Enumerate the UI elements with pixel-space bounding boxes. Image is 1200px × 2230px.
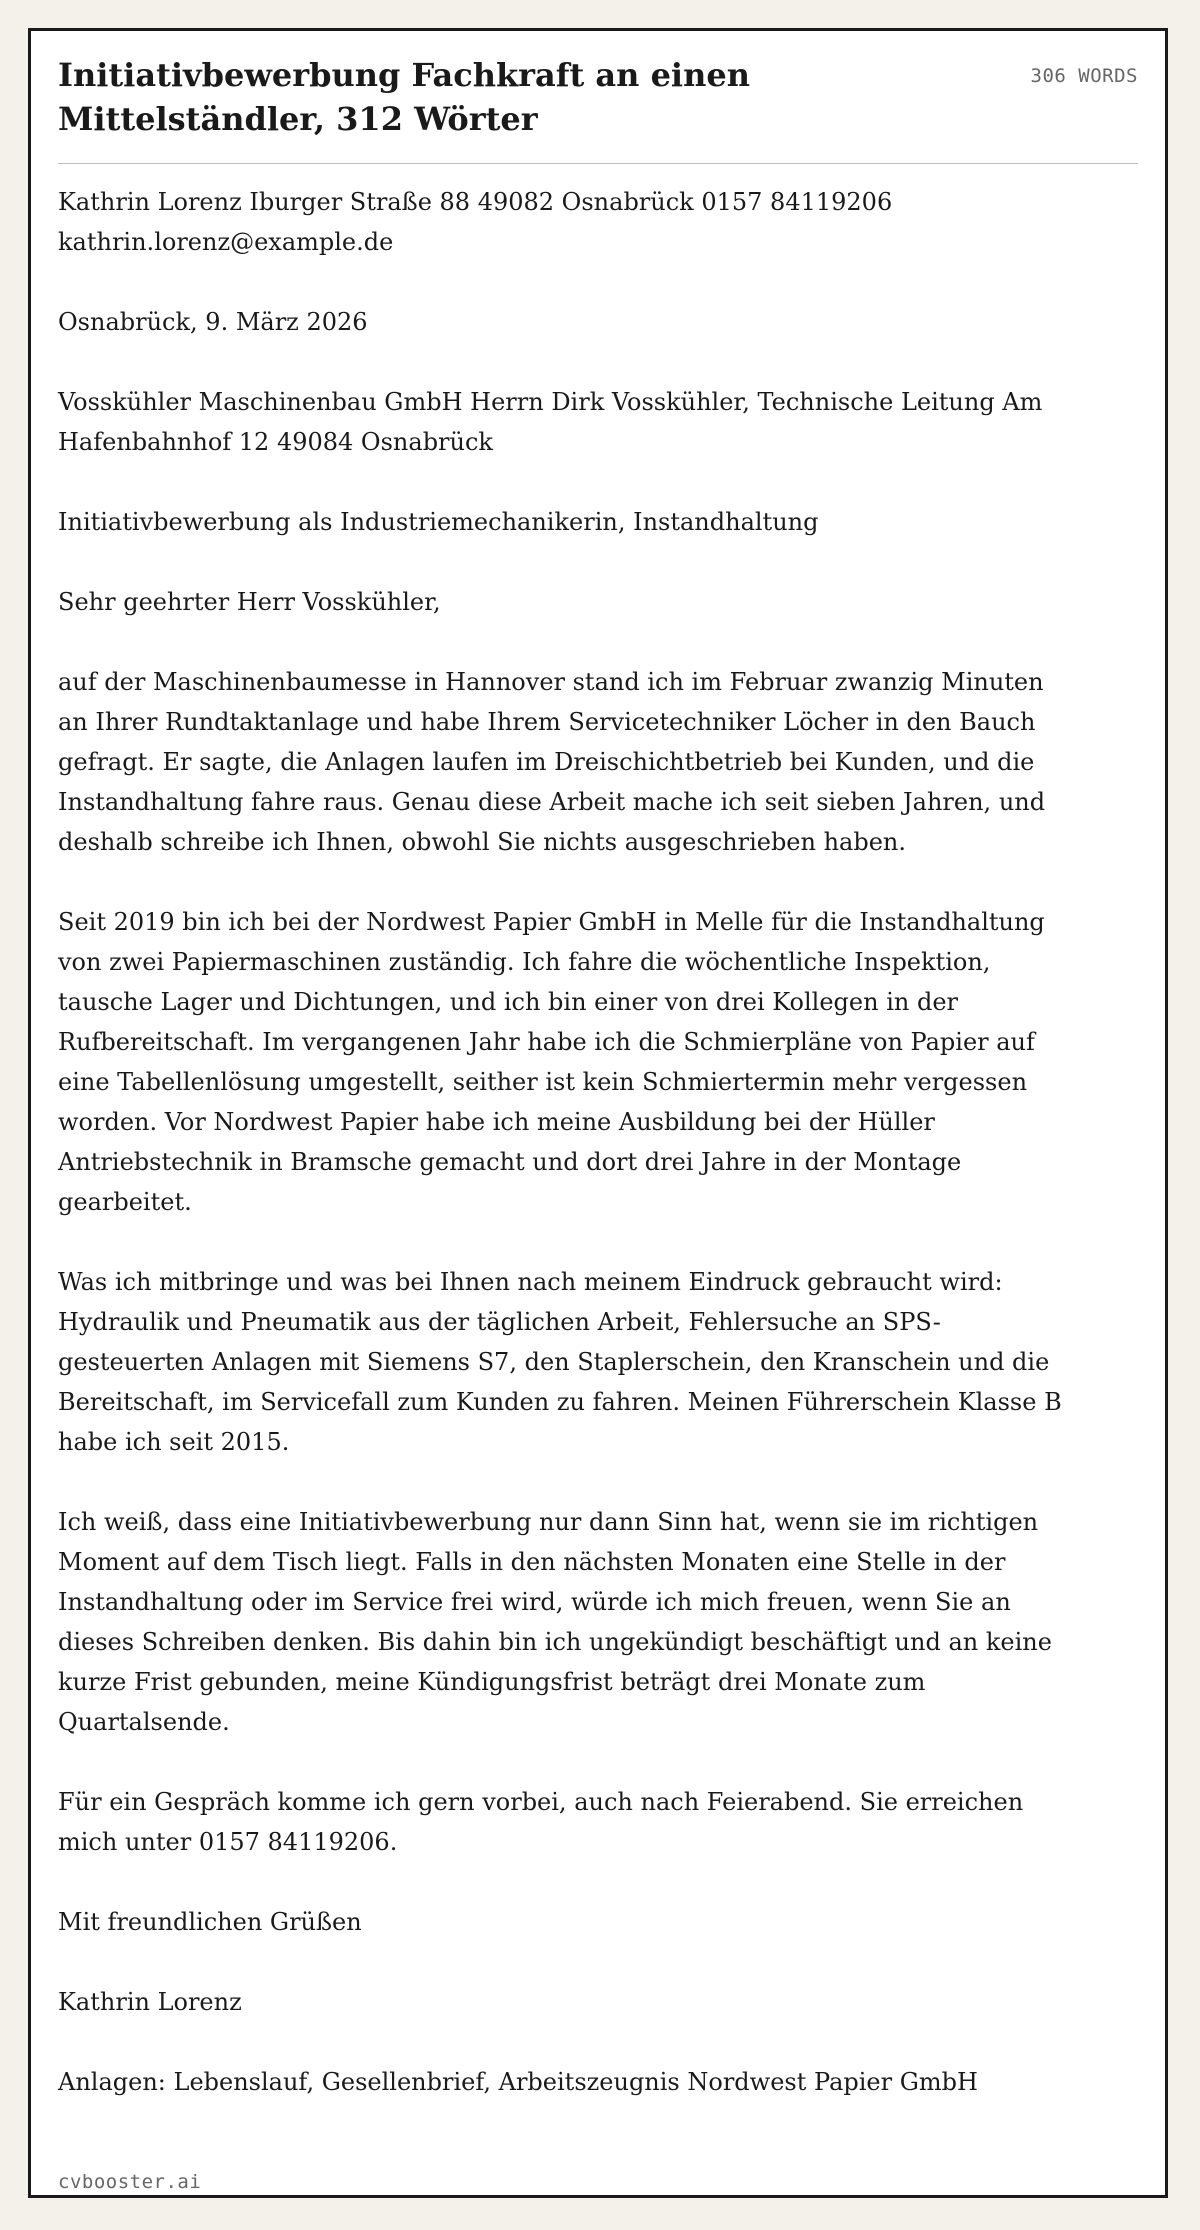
recipient-address: Vosskühler Maschinenbau GmbH Herrn Dirk Vosskühler, Technische Leitung Am Hafenbahnhof 12 49084 Osnabrück — [58, 388, 1043, 456]
body-paragraph: Für ein Gespräch komme ich gern vorbei, auch nach Feierabend. Sie erreichen mich unter 0157 84119206. — [58, 1788, 1024, 1856]
body-paragraph: Ich weiß, dass eine Initiativbewerbung nur dann Sinn hat, wenn sie im richtigen Moment auf dem Tisch liegt. Falls in den nächsten Monaten eine Stelle in der Instandhaltung oder im Service frei wird, würde ich mich freuen, wenn Sie an dieses Schreiben denken. Bis dahin bin ich ungekündigt beschäftigt und an keine kurze Frist gebunden, meine Kündigungsfrist beträgt drei Monate zum Quartalsende. — [58, 1508, 1052, 1736]
body-paragraph: Seit 2019 bin ich bei der Nordwest Papier GmbH in Melle für die Instandhaltung von zwei Papiermaschinen zuständig. Ich fahre die wöchentliche Inspektion, tausche Lager und Dichtungen, und ich bin einer von drei Kollegen in der Rufbereitschaft. Im vergangenen Jahr habe ich die Schmierpläne von Papier auf eine Tabellenlösung umgestellt, seither ist kein Schmiertermin mehr vergessen worden. Vor Nordwest Papier habe ich meine Ausbildung bei der Hüller Antriebstechnik in Bramsche gemacht und dort drei Jahre in der Montage gearbeitet. — [58, 908, 1045, 1216]
attachments-line: Anlagen: Lebenslauf, Gesellenbrief, Arbeitszeugnis Nordwest Papier GmbH — [58, 2068, 978, 2096]
word-count-badge: 306 WORDS — [1030, 65, 1138, 87]
signature: Kathrin Lorenz — [58, 1988, 242, 2016]
footer-brand: cvbooster.ai — [58, 2171, 202, 2193]
body-paragraph: auf der Maschinenbaumesse in Hannover stand ich im Februar zwanzig Minuten an Ihrer Rundtaktanlage und habe Ihrem Servicetechniker Löcher in den Bauch gefragt. Er sagte, die Anlagen laufen im Dreischichtbetrieb bei Kunden, und die Instandhaltung fahre raus. Genau diese Arbeit mache ich seit sieben Jahren, und deshalb schreibe ich Ihnen, obwohl Sie nichts ausgeschrieben haben. — [58, 668, 1046, 856]
document-title: Initiativbewerbung Fachkraft an einen Mittelständler, 312 Wörter — [58, 56, 750, 138]
salutation: Sehr geehrter Herr Vosskühler, — [58, 588, 441, 616]
letter-date: Osnabrück, 9. März 2026 — [58, 308, 368, 336]
document-header — [58, 53, 1138, 164]
body-paragraph: Was ich mitbringe und was bei Ihnen nach meinem Eindruck gebraucht wird: Hydraulik und Pneumatik aus der täglichen Arbeit, Fehlersuche an SPS-gesteuerten Anlagen mit Siemens S7, den Staplerschein, den Kranschein und die Bereitschaft, im Servicefall zum Kunden zu fahren. Meinen Führerschein Klasse B habe ich seit 2015. — [58, 1268, 1062, 1456]
letter-subject: Initiativbewerbung als Industriemechanikerin, Instandhaltung — [58, 508, 819, 536]
sender-address: Kathrin Lorenz Iburger Straße 88 49082 Osnabrück 0157 84119206 kathrin.lorenz@example.de — [58, 188, 893, 256]
closing: Mit freundlichen Grüßen — [58, 1908, 362, 1936]
document-card — [28, 28, 1168, 2198]
letter-body — [58, 182, 1138, 2102]
